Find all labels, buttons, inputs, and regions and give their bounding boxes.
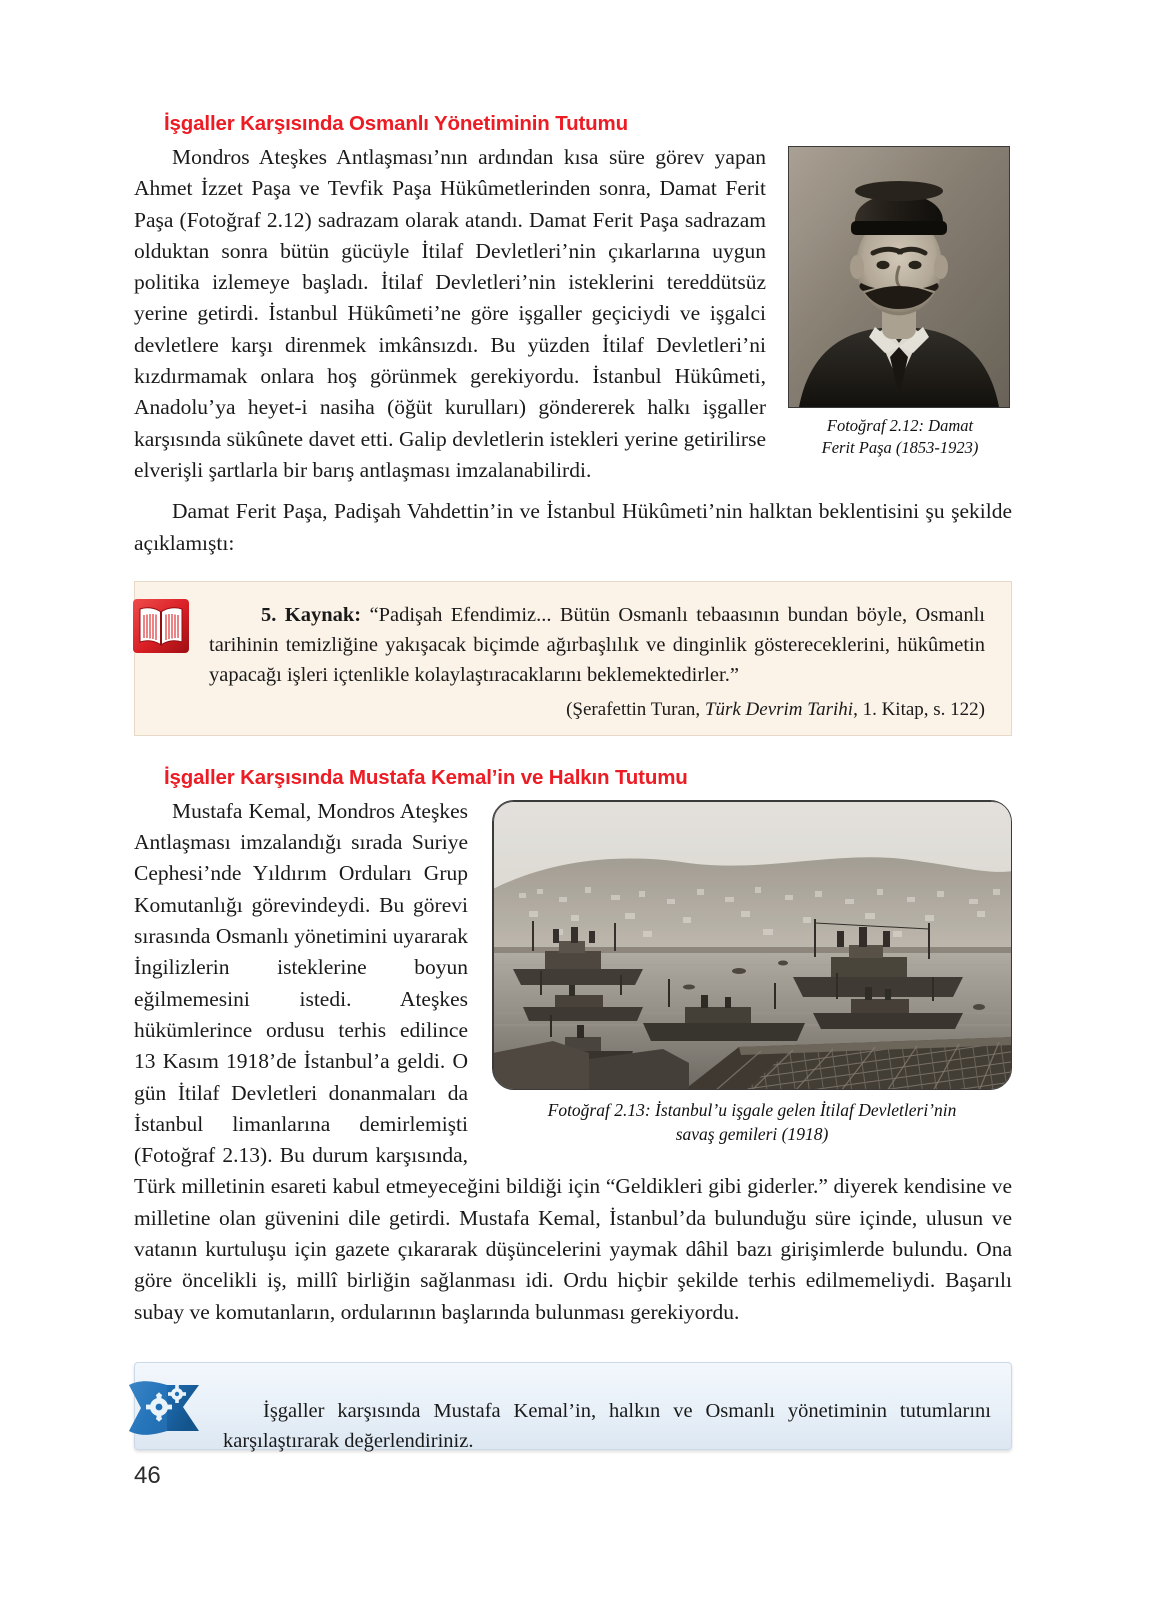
figure-fotograf-2-13 bbox=[492, 800, 1012, 1146]
paragraph-spacer bbox=[134, 486, 1012, 496]
figure-fotograf-2-12 bbox=[788, 146, 1012, 459]
caption-2-13-line-2: savaş gemileri (1918) bbox=[675, 1123, 829, 1144]
caption-2-13-line-1: Fotoğraf 2.13: İstanbul’u işgale gelen İtilaf Devletleri’nin bbox=[547, 1099, 957, 1120]
section-2-body bbox=[134, 796, 1012, 1328]
paragraph-osmanli-yonetimi-2: Damat Ferit Paşa, Padişah Vahdettin’in ve İstanbul Hükûmeti’nin halktan beklentisini şu şekilde açıklamıştı: bbox=[134, 499, 1012, 555]
source-box-5-kaynak bbox=[134, 581, 1012, 736]
figure-caption-2-13 bbox=[492, 1098, 1012, 1146]
activity-box-text: İşgaller karşısında Mustafa Kemal’in, halkın ve Osmanlı yönetiminin tutumlarını karşılaştırarak değerlendiriniz. bbox=[223, 1400, 991, 1452]
photo-2-13-frame bbox=[492, 800, 1012, 1090]
reference-prefix: (Şerafettin Turan, bbox=[566, 698, 705, 720]
caption-2-12-line-2: Ferit Paşa (1853-1923) bbox=[821, 438, 979, 457]
page-content bbox=[134, 112, 1012, 1450]
paragraph-mustafa-kemal-1: Mustafa Kemal, Mondros Ateşkes Antlaşması imzalandığı sırada Suriye Cephesi’nde Yıldırım Orduları Grup Komutanlığı görevindeydi. Bu görevi sırasında Osmanlı yönetimini uyararak İngilizlerin isteklerine boyun eğilmemesini istedi. Ateşkes hükümlerince ordusu terhis edilince 13 Kasım 1918’de İstanbul’a geldi. O gün İtilaf Devletleri donanmaları da İstanbul limanlarına demirlemişti (Fotoğraf 2.13). Bu durum karşısında, Türk milletinin esareti kabul etmeyeceğini bildiği için “Geldikleri gibi giderler.” diyerek kendisine ve milletine olan güvenini dile getirdi. Mustafa Kemal, İstanbul’da bulunduğu süre içinde, ulusun ve vatanın kurtuluşu için gazete çıkararak düşüncelerini yaymak dâhil bazı girişimlerde bulundu. Ona göre öncelikli iş, millî birliğin sağlanması idi. Ordu hiçbir şekilde terhis edilmemeliydi. Başarılı subay ve komutanların, ordularının başlarında bulunması gerekiyordu. bbox=[134, 798, 1012, 1324]
figure-caption-2-12 bbox=[788, 415, 1012, 459]
caption-2-12-line-1: Fotoğraf 2.12: Damat bbox=[826, 416, 974, 435]
damat-ferit-pasa-photo bbox=[789, 147, 1009, 407]
open-book-icon bbox=[131, 595, 191, 657]
reference-suffix: , 1. Kitap, s. 122) bbox=[853, 698, 985, 720]
reference-title: Türk Devrim Tarihi bbox=[704, 698, 854, 720]
page-number: 46 bbox=[134, 1462, 161, 1489]
photo-2-12-frame bbox=[788, 146, 1010, 408]
istanbul-warships-photo bbox=[493, 801, 1012, 1090]
source-reference bbox=[209, 697, 985, 723]
paragraph-osmanli-yonetimi-1: Mondros Ateşkes Antlaşması’nın ardından kısa süre görev yapan Ahmet İzzet Paşa ve Tevfik Paşa Hükûmetlerinden sonra, Damat Ferit Paşa (Fotoğraf 2.12) sadrazam olarak atandı. Damat Ferit Paşa sadrazam olduktan sonra bütün gücüyle İtilaf Devletleri’nin çıkarlarına uygun politika izlemeye başladı. İtilaf Devletleri’nin isteklerini tereddütsüz yerine getirdi. İstanbul Hükûmeti’ne göre işgaller geçiciydi ve işgalci devletlere karşı direnmek imkânsızdı. Bu yüzden İtilaf Devletleri’ni kızdırmamak onlara hoş görünmek gerekiyordu. İstanbul Hükûmeti, Anadolu’ya heyet-i nasiha (öğüt kurulları) göndererek halkı işgaller karşısında sükûnete davet etti. Galip devletlerin istekleri yerine getirilirse elverişli şartlarla bir barış antlaşması imzalanabilirdi. bbox=[134, 145, 766, 482]
gears-ribbon-icon bbox=[127, 1377, 207, 1439]
section-heading-osmanli-yonetimi: İşgaller Karşısında Osmanlı Yönetiminin Tutumu bbox=[164, 112, 628, 135]
source-quote-text: “Padişah Efendimiz... Bütün Osmanlı tebaasının bundan böyle, Osmanlı tarihinin temizliğine yakışacak biçimde ağırbaşlılık ve dinginlik göstereceklerini, hükûmetin yapacağı işleri içtenlikle kolaylaştıracaklarını beklemektedirler.” bbox=[209, 603, 985, 686]
activity-box bbox=[134, 1362, 1012, 1450]
source-label: 5. Kaynak: bbox=[261, 603, 362, 626]
section-1-body bbox=[134, 142, 1012, 559]
section-spacer bbox=[134, 736, 1012, 766]
section-heading-mustafa-kemal: İşgaller Karşısında Mustafa Kemal’in ve Halkın Tutumu bbox=[164, 765, 688, 789]
source-quote-paragraph bbox=[209, 600, 985, 690]
